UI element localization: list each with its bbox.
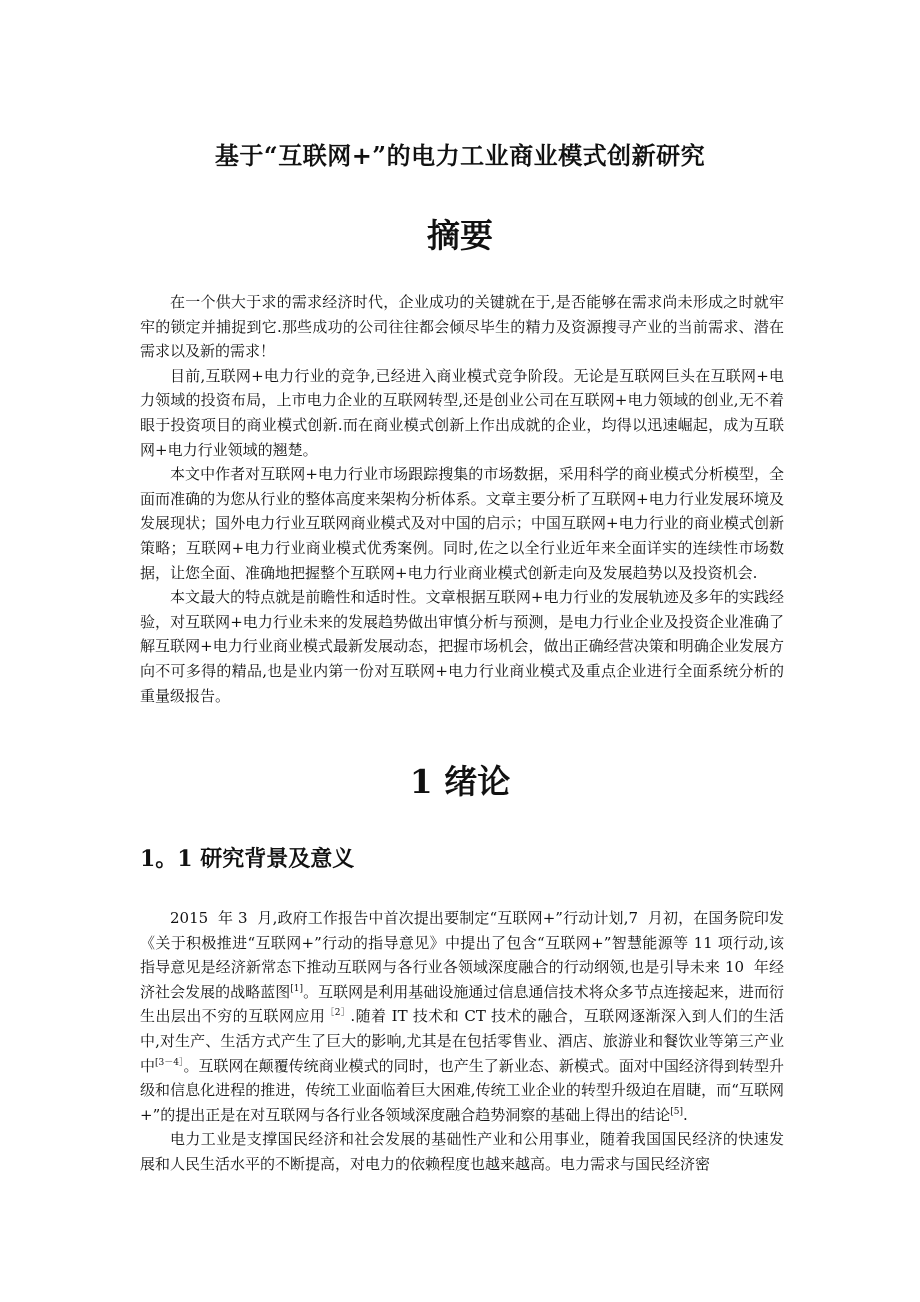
section-heading: 1。1 研究背景及意义 [140,846,355,872]
document-title: 基于“互联网+”的电力工业商业模式创新研究 [214,141,706,170]
citation-ref: [3－4］ [155,1057,184,1068]
citation-ref: [5] [670,1106,683,1117]
chapter-heading: 1 绪论 [409,762,511,801]
abstract-body [140,290,784,708]
abstract-paragraph-2: 目前,互联网+电力行业的竞争,已经进入商业模式竞争阶段。无论是互联网巨头在互联网+电力领域的投资布局，上市电力企业的互联网转型,还是创业公司在互联网+电力领域的创业,无不着眼于投资项目的商业模式创新.而在商业模式创新上作出成就的企业，均得以迅速崛起，成为互联网+电力行业领域的翘楚。 [140,366,784,459]
citation-ref: ［2］ [325,1008,351,1019]
paragraph-text-segment: .随着 IT 技术和 CT 技术的融合，互联网逐渐深入到人们的生活中,对生产、生活方式产生了巨大的影响,尤其是在包括零售业、酒店、旅游业和餐饮业等第三产业中 [140,1007,784,1075]
paragraph-text-segment: 。互联网是利用基础设施通过信息通信技术将众多节点连接起来，进而衍生出层出不穷的互联网应用 [140,982,784,1026]
section-body [140,906,784,1177]
section-paragraph-2: 电力工业是支撑国民经济和社会发展的基础性产业和公用事业，随着我国国民经济的快速发展和人民生活水平的不断提高，对电力的依赖程度也越来越高。电力需求与国民经济密 [140,1130,784,1173]
paragraph-text-segment: 2015 年 3 月,政府工作报告中首次提出要制定“互联网+”行动计划,7 月初，在国务院印发《关于积极推进“互联网+”行动的指导意见》中提出了包含“互联网+”智慧能源等 11 项行动,该指导意见是经济新常态下推动互联网与各行业各领域深度融合的行动纲领,也是引导未来 10 年经济社会发展的战略蓝图 [140,909,784,1001]
abstract-paragraph-4: 本文最大的特点就是前瞻性和适时性。文章根据互联网+电力行业的发展轨迹及多年的实践经验，对互联网+电力行业未来的发展趋势做出审慎分析与预测，是电力行业企业及投资企业准确了解互联网+电力行业商业模式最新发展动态，把握市场机会，做出正确经营决策和明确企业发展方向不可多得的精品,也是业内第一份对互联网+电力行业商业模式及重点企业进行全面系统分析的重量级报告。 [140,588,784,705]
citation-ref: [1] [290,983,304,994]
paragraph-text-segment: . [683,1105,688,1124]
paragraph-text-segment: 。互联网在颠覆传统商业模式的同时，也产生了新业态、新模式。面对中国经济得到转型升级和信息化进程的推进，传统工业面临着巨大困难,传统工业企业的转型升级迫在眉睫，而“互联网+”的提出正是在对互联网与各行业各领域深度融合趋势洞察的基础上得出的结论 [140,1056,784,1124]
abstract-heading: 摘要 [427,216,493,255]
abstract-paragraph-1: 在一个供大于求的需求经济时代，企业成功的关键就在于,是否能够在需求尚未形成之时就牢牢的锁定并捕捉到它.那些成功的公司往往都会倾尽毕生的精力及资源搜寻产业的当前需求、潜在需求以及新的需求！ [140,293,784,361]
section-paragraph-1 [140,906,784,1127]
abstract-paragraph-3: 本文中作者对互联网+电力行业市场跟踪搜集的市场数据，采用科学的商业模式分析模型，全面而准确的为您从行业的整体高度来架构分析体系。文章主要分析了互联网+电力行业发展环境及发展现状；国外电力行业互联网商业模式及对中国的启示；中国互联网+电力行业的商业模式创新策略；互联网+电力行业商业模式优秀案例。同时,佐之以全行业近年来全面详实的连续性市场数据，让您全面、准确地把握整个互联网+电力行业商业模式创新走向及发展趋势以及投资机会. [140,465,784,582]
